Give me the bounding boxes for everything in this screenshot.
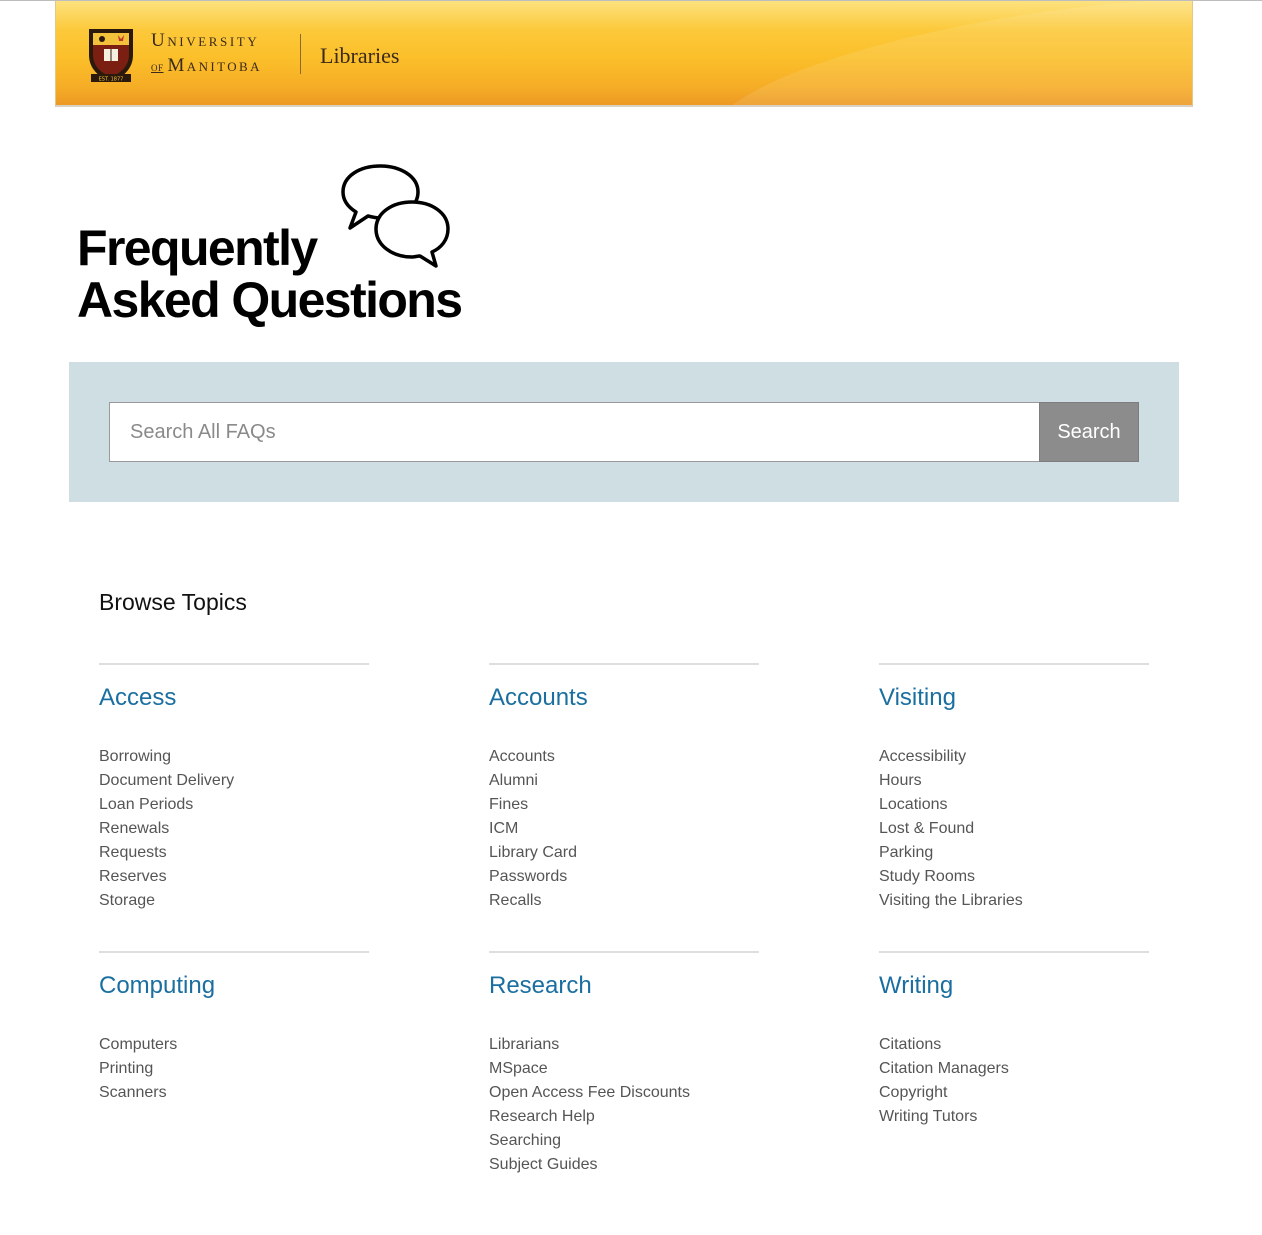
topic-link[interactable]: Loan Periods [99,796,194,813]
topic-divider [99,951,369,953]
topic-divider [489,951,759,953]
topic-list-research [489,1033,759,1177]
topic-accounts [489,663,759,913]
topic-title-research[interactable]: Research [489,972,592,999]
topic-link[interactable]: Borrowing [99,748,172,765]
topic-link[interactable]: Library Card [489,844,578,861]
faq-search-input[interactable] [109,402,1039,462]
topic-link[interactable]: Study Rooms [879,868,976,885]
topic-link[interactable]: MSpace [489,1060,548,1077]
topic-link[interactable]: Alumni [489,772,538,789]
topic-divider [489,663,759,665]
wordmark-university: University [151,30,260,51]
speech-bubbles-icon [340,162,452,272]
topic-link[interactable]: Document Delivery [99,772,235,789]
topic-link[interactable]: Librarians [489,1036,560,1053]
topic-link[interactable]: Searching [489,1132,562,1149]
topic-divider [879,951,1149,953]
topic-computing [99,951,369,1105]
topic-research [489,951,759,1177]
topic-link[interactable]: Open Access Fee Discounts [489,1084,690,1101]
topic-title-visiting[interactable]: Visiting [879,684,956,711]
topic-link[interactable]: Requests [99,844,167,861]
topic-link[interactable]: Citation Managers [879,1060,1009,1077]
banner-sheen [698,1,1193,107]
topic-link[interactable]: Printing [99,1060,154,1077]
topic-link[interactable]: ICM [489,820,519,837]
wordmark-of: of [151,59,164,74]
topic-list-computing [99,1033,369,1105]
topic-link[interactable]: Storage [99,892,156,909]
topic-title-computing[interactable]: Computing [99,972,216,999]
topic-link[interactable]: Copyright [879,1084,948,1101]
university-wordmark [151,31,262,75]
topic-title-accounts[interactable]: Accounts [489,684,588,711]
topic-link[interactable]: Hours [879,772,922,789]
site-banner [55,1,1193,107]
topic-divider [879,663,1149,665]
topic-list-access [99,745,369,913]
topic-link[interactable]: Renewals [99,820,170,837]
topic-link[interactable]: Locations [879,796,948,813]
topic-link[interactable]: Subject Guides [489,1156,598,1173]
topic-link[interactable]: Fines [489,796,529,813]
wordmark-manitoba: Manitoba [167,55,262,76]
wordmark-manitoba-line [151,56,262,75]
topic-title-access[interactable]: Access [99,684,177,711]
crest-motto: EST. 1877 [98,76,124,83]
browse-topics-heading: Browse Topics [99,589,247,615]
topic-link[interactable]: Research Help [489,1108,595,1125]
libraries-link[interactable]: Libraries [320,43,400,68]
topic-title-writing[interactable]: Writing [879,972,954,999]
topic-visiting [879,663,1149,913]
topic-link[interactable]: Visiting the Libraries [879,892,1023,909]
university-logo-link[interactable] [56,1,296,107]
topic-link[interactable]: Accounts [489,748,555,765]
topic-access [99,663,369,913]
topic-link[interactable]: Citations [879,1036,942,1053]
search-panel [69,362,1179,502]
topic-list-writing [879,1033,1149,1129]
topic-link[interactable]: Reserves [99,868,167,885]
topic-link[interactable]: Scanners [99,1084,167,1101]
page-title-line1: Frequently [77,220,317,276]
topic-link[interactable]: Passwords [489,868,568,885]
banner-divider [300,34,301,74]
page-title-line2: Asked Questions [77,272,462,328]
topic-link[interactable]: Parking [879,844,934,861]
topic-link[interactable]: Recalls [489,892,542,909]
university-crest-icon [85,25,137,85]
topic-link[interactable]: Writing Tutors [879,1108,978,1125]
topic-divider [99,663,369,665]
topic-list-visiting [879,745,1149,913]
search-button[interactable]: Search [1039,402,1139,462]
topic-link[interactable]: Computers [99,1036,178,1053]
topic-writing [879,951,1149,1129]
topic-link[interactable]: Lost & Found [879,820,975,837]
topic-link[interactable]: Accessibility [879,748,967,765]
topic-list-accounts [489,745,759,913]
